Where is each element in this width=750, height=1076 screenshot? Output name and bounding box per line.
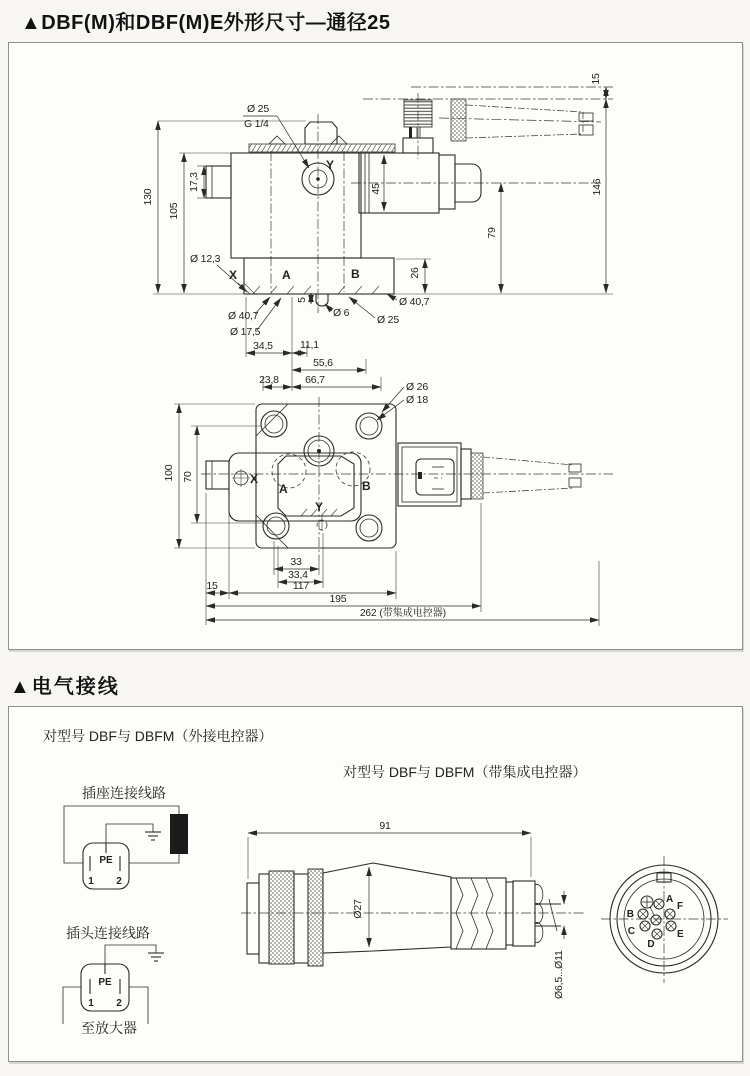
- pin-label-a: A: [666, 894, 674, 905]
- dim-45: 45: [370, 183, 382, 195]
- label-o17-5: Ø 17,5: [230, 326, 261, 338]
- pin-label-c: C: [627, 926, 635, 937]
- side-label-y: Y: [326, 158, 335, 172]
- dim-55-6: 55,6: [313, 357, 333, 369]
- label-o25-g14: Ø 25: [247, 103, 269, 115]
- side-label-b: B: [351, 267, 360, 281]
- dim-11-1: 11,1: [300, 339, 319, 351]
- label-o40-7-right: Ø 40,7: [399, 296, 430, 308]
- socket-pin2-label: 2: [116, 876, 122, 887]
- pin-b: [638, 909, 648, 919]
- pin-center: [651, 915, 661, 925]
- side-label-x: X: [229, 268, 238, 282]
- dim-26: 26: [409, 267, 421, 279]
- dim-23-8: 23,8: [259, 374, 279, 386]
- dim-100: 100: [163, 464, 175, 482]
- pin-label-f: F: [677, 901, 684, 912]
- ground-symbol: [145, 832, 161, 840]
- pin-label-b: B: [626, 909, 634, 920]
- socket-wiring-diagram: [64, 785, 188, 889]
- cable-connector-drawing: [241, 820, 586, 999]
- dim-117: 117: [292, 580, 310, 592]
- amplifier-label: 至放大器: [81, 1020, 137, 1036]
- top-label-b: B: [362, 479, 371, 493]
- dim-91: 91: [379, 820, 391, 832]
- pin-f: [665, 909, 675, 919]
- label-g14: G 1/4: [244, 118, 269, 130]
- pin-label-e: E: [677, 929, 684, 940]
- socket-pin1-label: 1: [88, 876, 94, 887]
- dim-33: 33: [290, 556, 302, 568]
- dim-o27: Ø27: [352, 899, 364, 919]
- label-o12-3: Ø 12,3: [190, 253, 221, 265]
- label-o25-bottom: Ø 25: [377, 314, 399, 326]
- dim-105: 105: [168, 202, 180, 220]
- label-o40-7-left: Ø 40,7: [228, 310, 259, 322]
- socket-pe-label: PE: [99, 855, 113, 866]
- integrated-controller-heading: 对型号 DBF与 DBFM（带集成电控器）: [343, 764, 587, 780]
- pin-c: [640, 921, 650, 931]
- outline-drawing: [9, 43, 742, 649]
- side-view-drawing: [142, 73, 613, 420]
- top-view-drawing: [163, 397, 613, 626]
- plug-pin1-label: 1: [88, 998, 94, 1009]
- dim-130: 130: [142, 188, 154, 206]
- socket-wiring-label: 插座连接线路: [82, 785, 166, 801]
- dim-5: 5: [296, 297, 308, 303]
- ground-symbol: [148, 953, 164, 961]
- top-label-x: X: [250, 472, 259, 486]
- electrical-wiring-panel: [8, 706, 743, 1062]
- external-controller-heading: 对型号 DBF与 DBFM（外接电控器）: [43, 728, 273, 744]
- label-o18: Ø 18: [406, 394, 428, 406]
- label-o6: Ø 6: [333, 307, 350, 319]
- plug-pin2-label: 2: [116, 998, 122, 1009]
- dim-15-top: 15: [206, 580, 218, 592]
- dim-33-4: 33,4: [288, 569, 308, 581]
- pin-e: [666, 921, 676, 931]
- label-o26: Ø 26: [406, 381, 428, 393]
- dim-34-5: 34,5: [253, 340, 273, 352]
- pin-label-d: D: [647, 939, 655, 950]
- top-label-y: Y: [315, 500, 324, 514]
- dim-66-7: 66,7: [305, 374, 325, 386]
- pin-d: [652, 929, 662, 939]
- solenoid-coil-symbol: [170, 814, 188, 854]
- electrical-section-title: ▲电气接线: [10, 676, 120, 698]
- dim-15-side: 15: [590, 73, 602, 85]
- outline-dimensions-panel: [8, 42, 743, 650]
- top-label-a: A: [279, 482, 288, 496]
- side-label-a: A: [282, 268, 291, 282]
- dim-79: 79: [486, 227, 498, 239]
- connector-pin-face: [601, 856, 728, 983]
- plug-wiring-label: 插头连接线路: [66, 925, 150, 941]
- dim-17-3: 17,3: [188, 172, 200, 192]
- plug-wiring-diagram: [63, 925, 164, 1036]
- electrical-drawing: [9, 707, 742, 1061]
- pin-a: [654, 899, 664, 909]
- dim-262: 262 (带集成电控器): [359, 608, 447, 619]
- dim-70: 70: [182, 471, 194, 483]
- dim-cable-range: Ø6,5...Ø11: [553, 950, 565, 999]
- dim-146: 146: [591, 178, 603, 196]
- dim-195: 195: [329, 593, 347, 605]
- page-title: ▲DBF(M)和DBF(M)E外形尺寸—通径25: [21, 12, 391, 34]
- plug-pe-label: PE: [98, 977, 112, 988]
